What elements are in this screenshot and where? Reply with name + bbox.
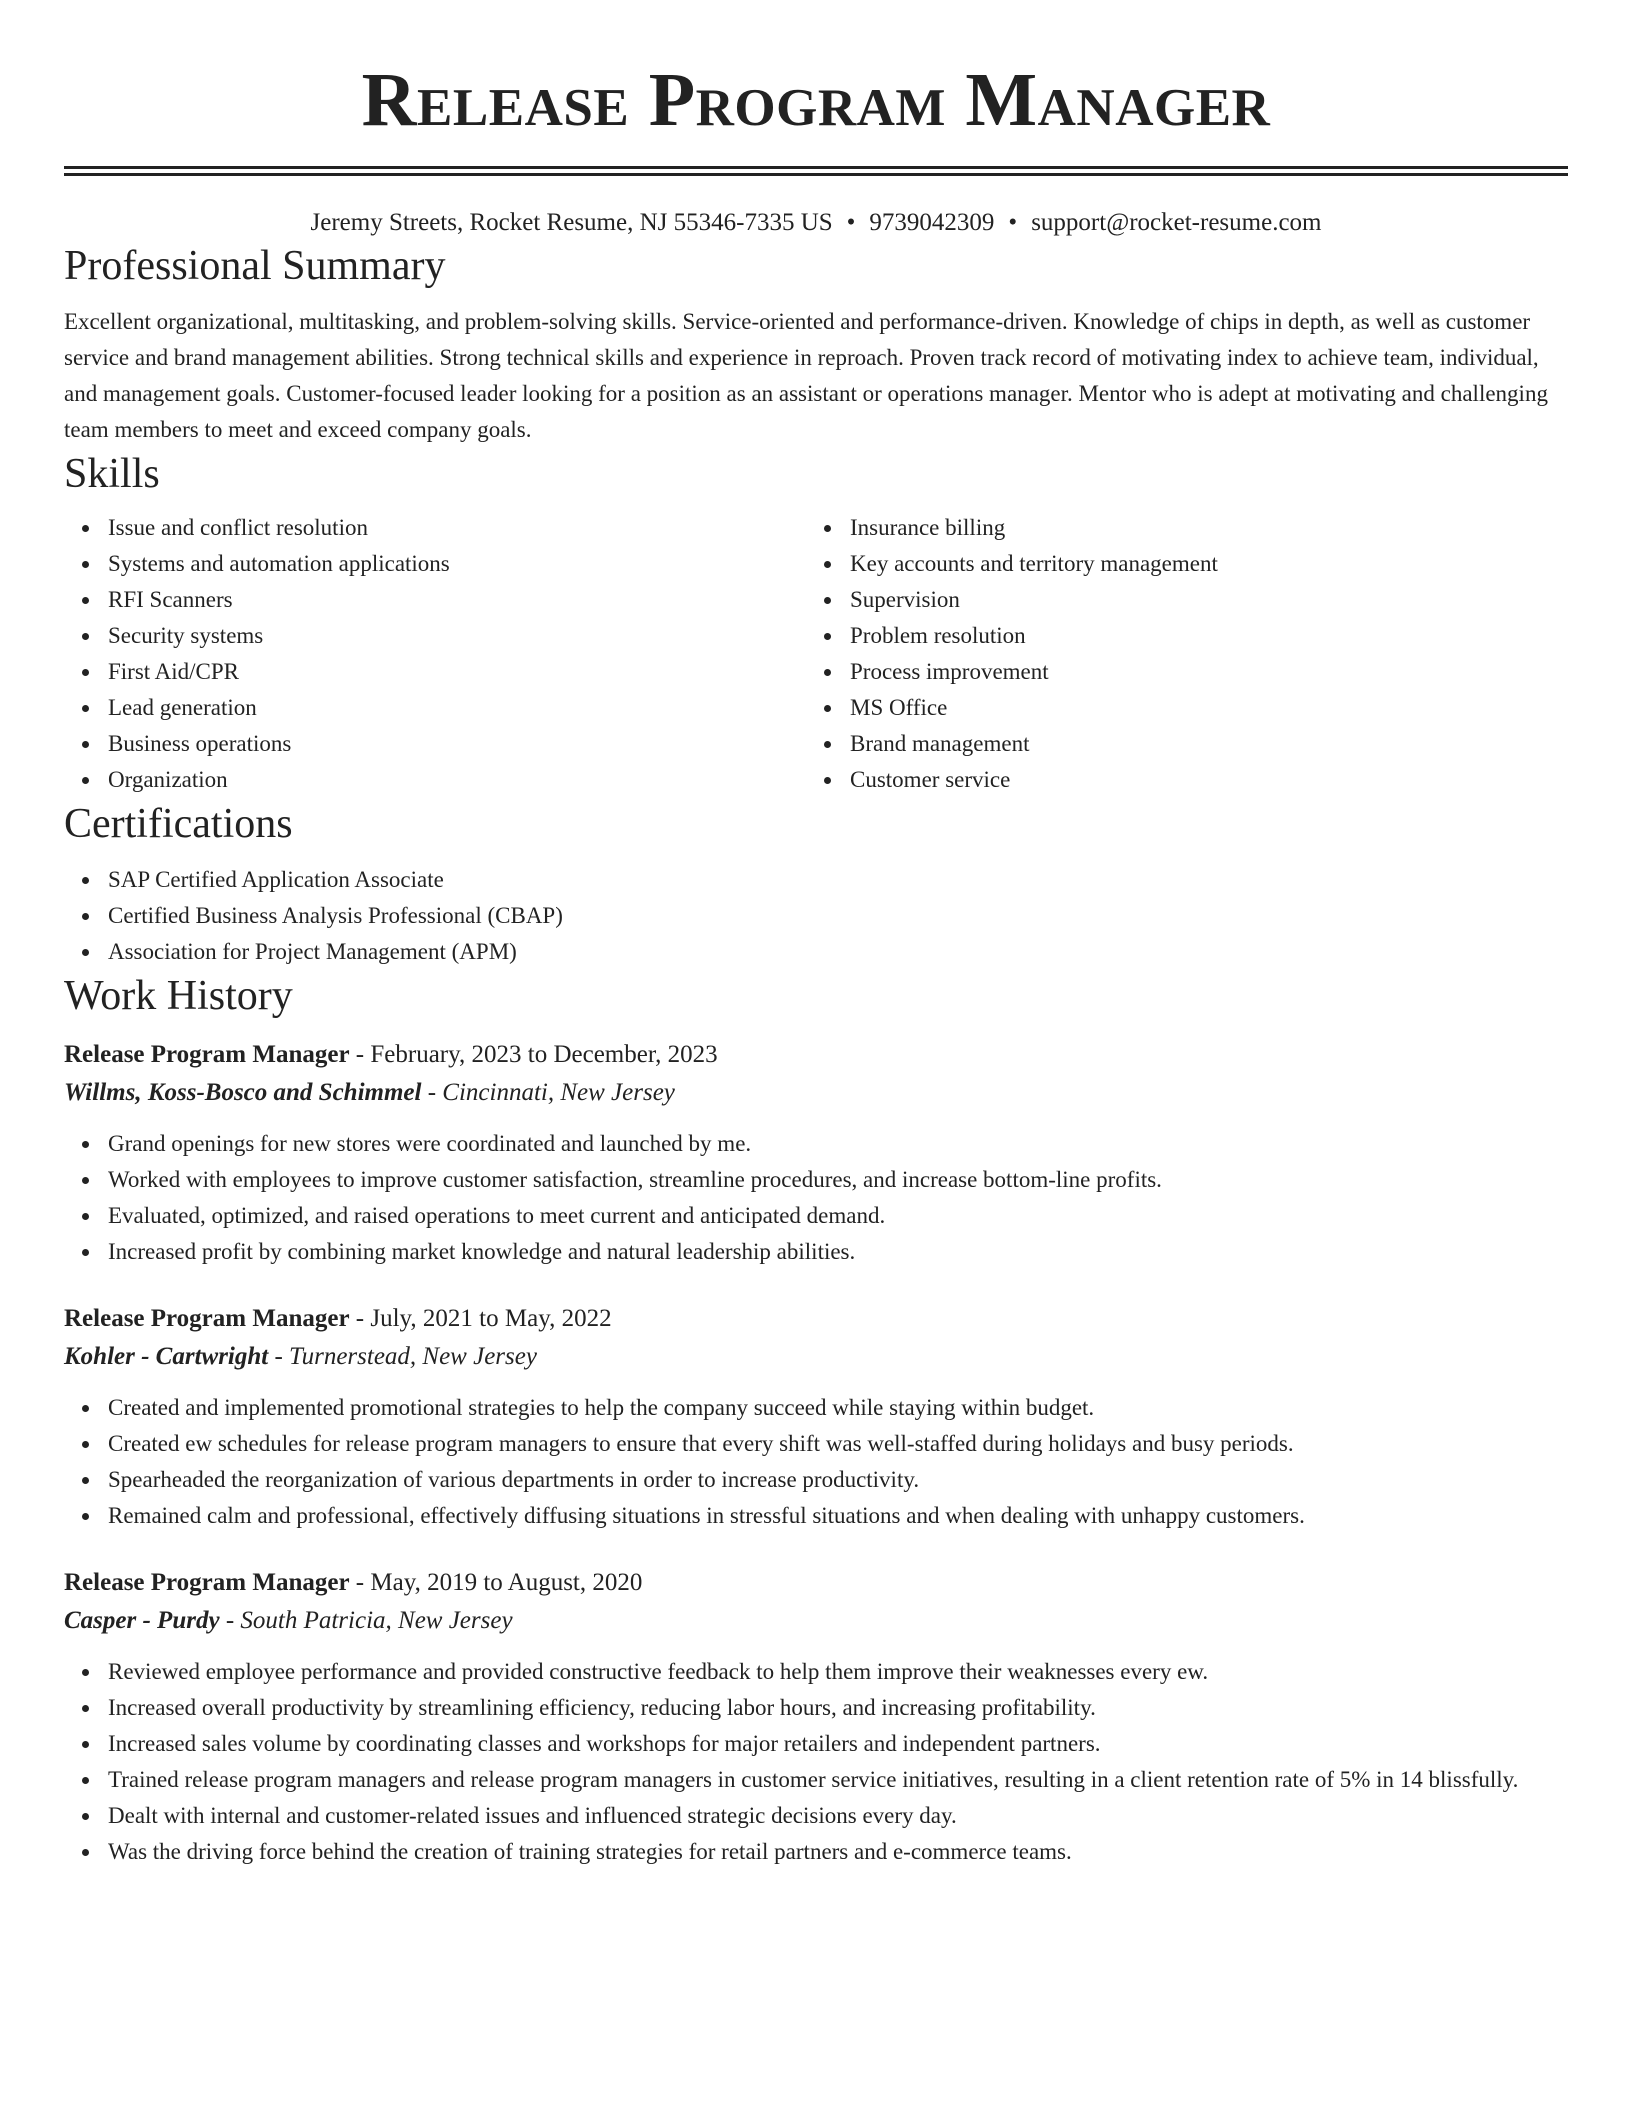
resume-title: Release Program Manager (361, 58, 1271, 142)
resume-page (64, 0, 1568, 1870)
skill-item: First Aid/CPR (64, 654, 806, 690)
skill-item: Problem resolution (806, 618, 1548, 654)
job-location: - Turnerstead, New Jersey (274, 1343, 537, 1370)
skill-item: Supervision (806, 582, 1548, 618)
job-company-line (64, 1074, 1568, 1112)
job-dates: - May, 2019 to August, 2020 (355, 1569, 643, 1596)
summary-text: Excellent organizational, multitasking, and problem-solving skills. Service-oriented and performance-driven. Knowledge of chips in depth, as well as customer service and brand management abilities. Strong technical skills and experience in reproach. Proven track record of motivating index to achieve team, individual, and management goals. Customer-focused leader looking for a position as an assistant or operations manager. Mentor who is adept at motivating and challenging team members to meet and exceed company goals. (64, 309, 1548, 442)
job-title: Release Program Manager (64, 1569, 350, 1596)
job-bullet: Increased profit by combining market knowledge and natural leadership abilities. (64, 1234, 1568, 1270)
job-company-line (64, 1602, 1568, 1640)
certifications-list (64, 862, 1568, 970)
job-bullet: Created ew schedules for release program managers to ensure that every shift was well-staffed during holidays and busy periods. (64, 1426, 1568, 1462)
job-company-line (64, 1338, 1568, 1376)
job-bullet: Increased overall productivity by streamlining efficiency, reducing labor hours, and increasing profitability. (64, 1690, 1568, 1726)
contact-line (64, 206, 1568, 240)
job-title: Release Program Manager (64, 1041, 350, 1068)
certification-item: SAP Certified Application Associate (64, 862, 1568, 898)
job-bullet: Grand openings for new stores were coordinated and launched by me. (64, 1126, 1568, 1162)
certification-item: Association for Project Management (APM) (64, 934, 1568, 970)
skill-item: Lead generation (64, 690, 806, 726)
job-bullet: Remained calm and professional, effectively diffusing situations in stressful situations and when dealing with unhappy customers. (64, 1498, 1568, 1534)
job-company: Willms, Koss-Bosco and Schimmel (64, 1079, 422, 1106)
skills-list-left (64, 510, 806, 798)
work-history-heading: Work History (64, 973, 293, 1019)
job-bullet: Dealt with internal and customer-related issues and influenced strategic decisions every day. (64, 1798, 1568, 1834)
skills-heading: Skills (64, 451, 160, 497)
job-title: Release Program Manager (64, 1305, 350, 1332)
job-bullet: Created and implemented promotional strategies to help the company succeed while staying within budget. (64, 1390, 1568, 1426)
job-entry (64, 1300, 1568, 1534)
skills-columns (64, 510, 1568, 798)
skill-item: Insurance billing (806, 510, 1548, 546)
job-bullet: Evaluated, optimized, and raised operations to meet current and anticipated demand. (64, 1198, 1568, 1234)
skill-item: Process improvement (806, 654, 1548, 690)
certifications-heading: Certifications (64, 801, 293, 847)
skill-item: Business operations (64, 726, 806, 762)
title-double-rule (64, 166, 1568, 176)
skill-item: Brand management (806, 726, 1548, 762)
contact-separator: • (1008, 209, 1018, 236)
job-entry (64, 1036, 1568, 1270)
job-bullet: Reviewed employee performance and provided constructive feedback to help them improve their weaknesses every ew. (64, 1654, 1568, 1690)
skill-item: Systems and automation applications (64, 546, 806, 582)
job-bullets (64, 1126, 1568, 1270)
skill-item: Issue and conflict resolution (64, 510, 806, 546)
job-bullets (64, 1390, 1568, 1534)
certification-item: Certified Business Analysis Professional (CBAP) (64, 898, 1568, 934)
skill-item: Security systems (64, 618, 806, 654)
job-bullets (64, 1654, 1568, 1870)
contact-phone: 9739042309 (869, 209, 995, 236)
job-location: - Cincinnati, New Jersey (427, 1079, 675, 1106)
skill-item: Key accounts and territory management (806, 546, 1548, 582)
job-bullet: Worked with employees to improve customer satisfaction, streamline procedures, and increase bottom-line profits. (64, 1162, 1568, 1198)
job-dates: - July, 2021 to May, 2022 (355, 1305, 612, 1332)
skill-item: Organization (64, 762, 806, 798)
skills-list-right (806, 510, 1548, 798)
skill-item: Customer service (806, 762, 1548, 798)
job-bullet: Spearheaded the reorganization of various departments in order to increase productivity. (64, 1462, 1568, 1498)
summary-heading: Professional Summary (64, 243, 446, 289)
skill-item: MS Office (806, 690, 1548, 726)
job-title-line (64, 1564, 1568, 1602)
skill-item: RFI Scanners (64, 582, 806, 618)
contact-separator: • (846, 209, 856, 236)
job-title-line (64, 1300, 1568, 1338)
job-bullet: Was the driving force behind the creation of training strategies for retail partners and e-commerce teams. (64, 1834, 1568, 1870)
job-location: - South Patricia, New Jersey (225, 1607, 513, 1634)
contact-address: Jeremy Streets, Rocket Resume, NJ 55346-7335 US (310, 209, 833, 236)
job-company: Kohler - Cartwright (64, 1343, 269, 1370)
job-title-line (64, 1036, 1568, 1074)
job-dates: - February, 2023 to December, 2023 (355, 1041, 718, 1068)
job-bullet: Increased sales volume by coordinating classes and workshops for major retailers and independent partners. (64, 1726, 1568, 1762)
job-company: Casper - Purdy (64, 1607, 220, 1634)
job-entry (64, 1564, 1568, 1870)
job-bullet: Trained release program managers and release program managers in customer service initiatives, resulting in a client retention rate of 5% in 14 blissfully. (64, 1762, 1568, 1798)
contact-email: support@rocket-resume.com (1031, 209, 1322, 236)
